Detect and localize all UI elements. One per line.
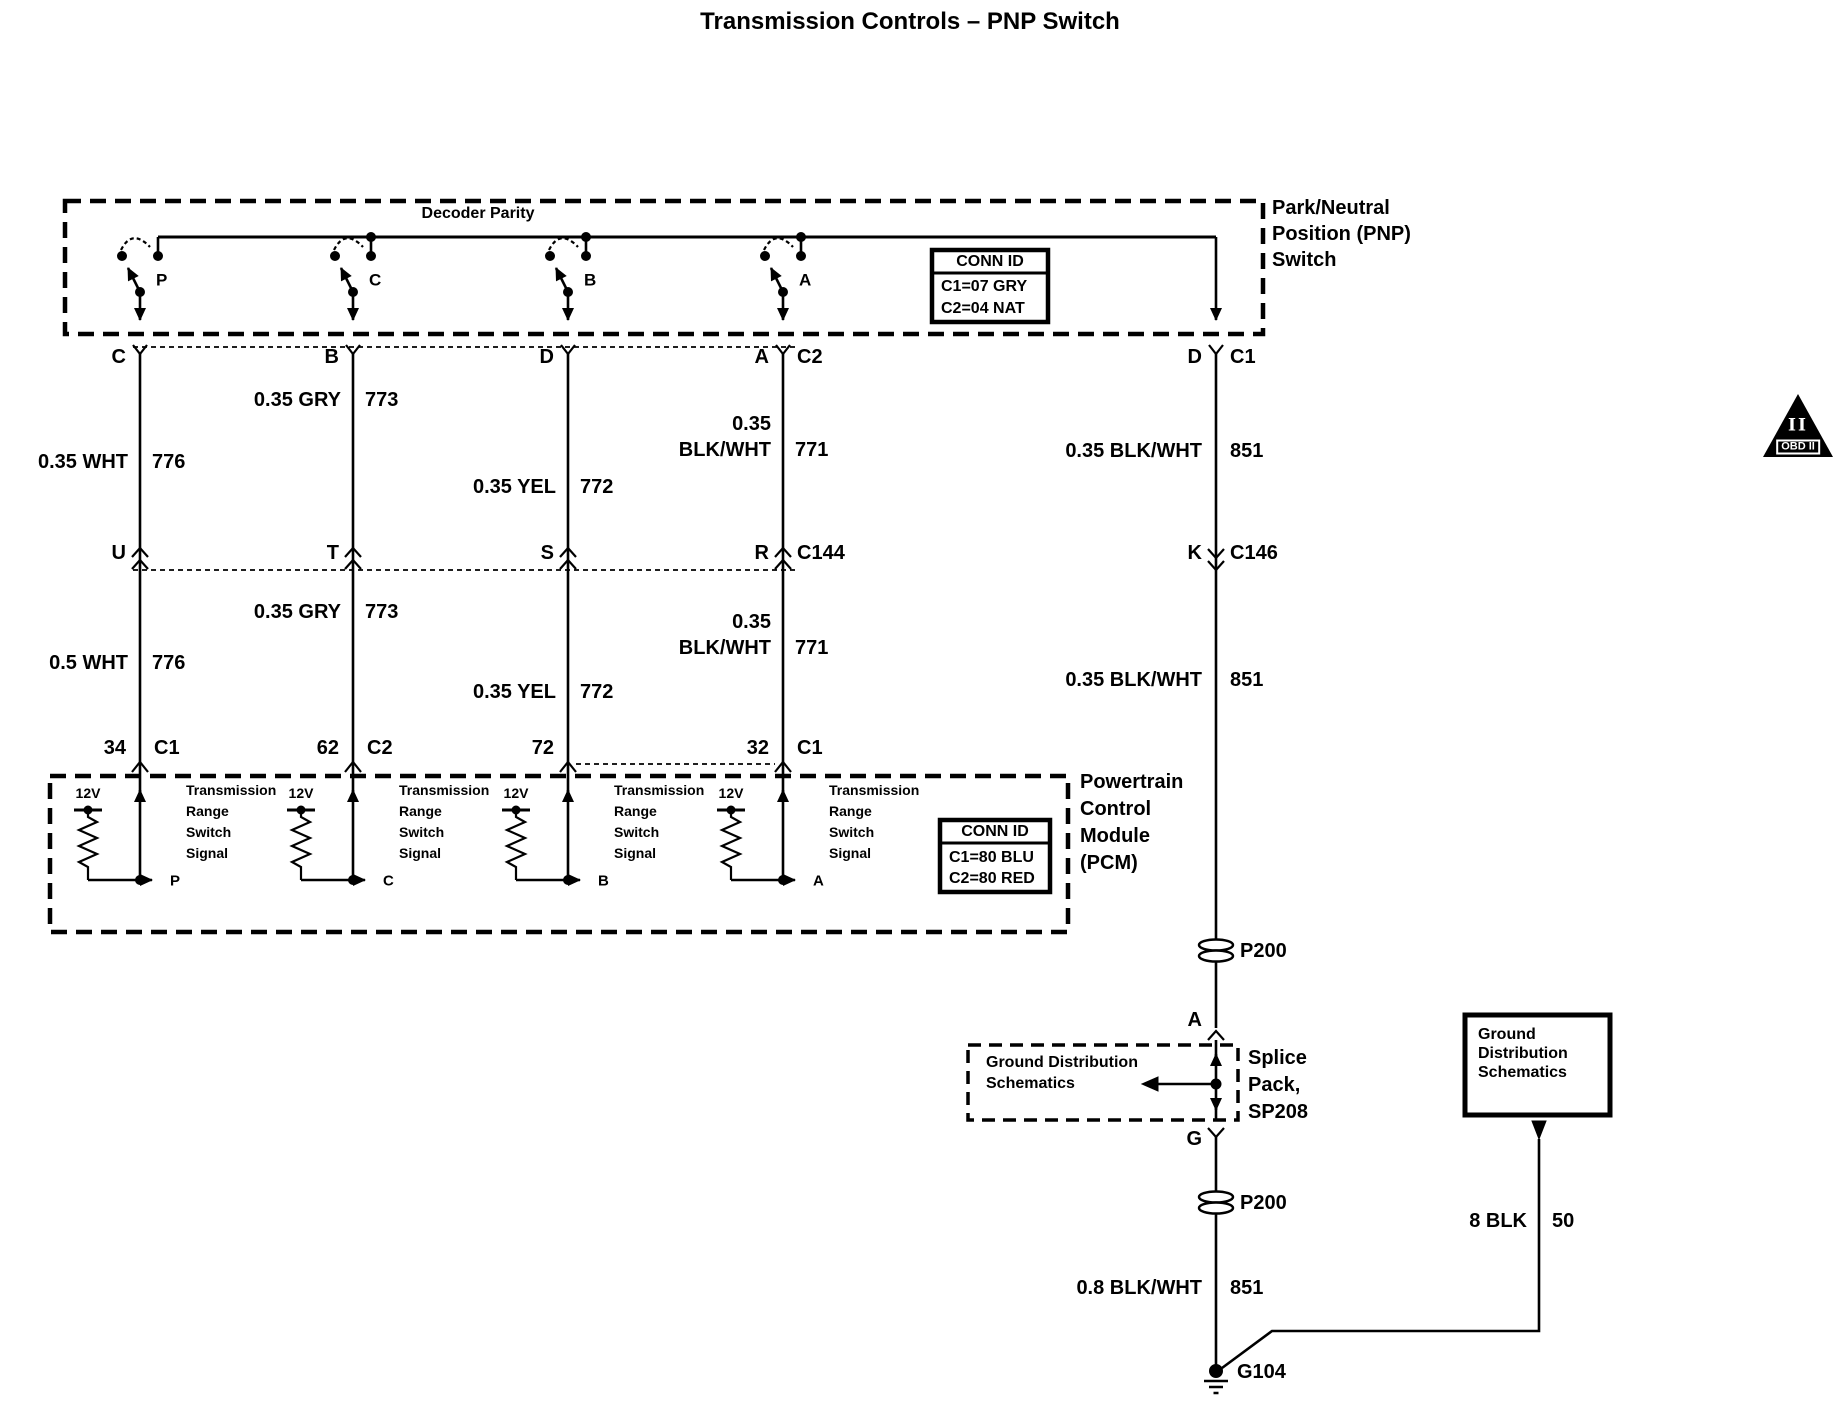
decoder-parity-label: Decoder Parity	[421, 205, 535, 222]
signal-label: Switch	[186, 824, 232, 840]
pin-u: U	[111, 542, 126, 564]
wire-label-circuit: 772	[580, 476, 614, 498]
pnp-connector-row	[133, 345, 1223, 354]
switch-c-label: C	[369, 270, 382, 290]
connector-c2-label: C2	[797, 346, 823, 368]
obd2-label: OBD II	[1776, 440, 1820, 455]
wire-label-circuit: 773	[365, 601, 399, 623]
gds-box-line1: Ground	[1478, 1026, 1536, 1043]
wire-label-circuit: 773	[365, 389, 399, 411]
supply-12v-label: 12V	[503, 785, 529, 801]
pnp-name-line2: Position (PNP)	[1272, 223, 1411, 245]
ground-ref-arrow	[1142, 1077, 1158, 1091]
pnp-right-connector	[1209, 345, 1223, 354]
pcm-pin-row	[132, 762, 791, 772]
pcm-pin-62-conn: C2	[367, 737, 393, 759]
decoder-parity-bus	[158, 233, 1216, 321]
pcm-conn-id-header: CONN ID	[961, 823, 1029, 840]
signal-label: Transmission	[829, 782, 920, 798]
pcm-pin-62: 62	[316, 737, 339, 759]
splice-pin-g-label: G	[1186, 1128, 1202, 1150]
ground-g104-label: G104	[1237, 1361, 1286, 1383]
wire-label-circuit: 50	[1552, 1210, 1575, 1232]
wire-label-circuit: 776	[152, 652, 186, 674]
wire-label-gauge: 0.8 BLK/WHT	[1076, 1277, 1202, 1299]
pcm-pin-72: 72	[531, 737, 554, 759]
splice-pin-a-label: A	[1187, 1009, 1202, 1031]
signal-label: Signal	[614, 845, 657, 861]
c144-connector-row	[132, 548, 797, 570]
wire-label-gauge: 0.5 WHT	[49, 652, 128, 674]
splice-name-line3: SP208	[1248, 1101, 1309, 1123]
grommet-p200-2	[1199, 1192, 1233, 1214]
wire-label-gauge: 0.35 GRY	[253, 389, 341, 411]
pnp-conn-id-row2: C2=04 NAT	[941, 300, 1025, 317]
pcm-conn-id-row2: C2=80 RED	[949, 870, 1035, 887]
wire-label-gauge: 0.35 BLK/WHT	[1065, 440, 1202, 462]
pcm-name-line4: (PCM)	[1080, 852, 1138, 874]
connector-c146-label: C146	[1230, 542, 1278, 564]
splice-pin-g-connector	[1208, 1128, 1224, 1137]
pcm-pin-32-conn: C1	[797, 737, 823, 759]
schematic-continues-arrow	[1532, 1121, 1546, 1139]
ground-ref-line2: Schematics	[986, 1075, 1075, 1092]
obd2-numeral: II	[1788, 415, 1808, 436]
pcm-pin-34: 34	[103, 737, 126, 759]
signal-label: Signal	[829, 845, 872, 861]
grommet-p200-1	[1199, 940, 1233, 962]
wire-label-gauge: 0.35 WHT	[37, 451, 128, 473]
pcm-conn-id-row1: C1=80 BLU	[949, 849, 1034, 866]
wire-label-gauge: 0.35 BLK/WHT	[1065, 669, 1202, 691]
signal-label: Signal	[186, 845, 229, 861]
switch-b-travel-arc	[549, 238, 578, 250]
gds-box-line3: Schematics	[1478, 1064, 1567, 1081]
splice-pin-a-connector	[1208, 1031, 1224, 1040]
wire-label-gauge: BLK/WHT	[678, 637, 771, 659]
pin-k: K	[1187, 542, 1202, 564]
wire-label-circuit: 772	[580, 681, 614, 703]
pcm-pin-34-conn: C1	[154, 737, 180, 759]
wire-label-gauge: 0.35 YEL	[472, 681, 556, 703]
connector-c144-label: C144	[797, 542, 845, 564]
wire-label-gauge: 0.35 GRY	[253, 601, 341, 623]
wire-label-gauge: 0.35	[732, 611, 771, 633]
pcm-name-line2: Control	[1080, 798, 1152, 820]
signal-letter-c: C	[383, 872, 394, 890]
supply-12v-label: 12V	[288, 785, 314, 801]
signal-label: Range	[614, 803, 657, 819]
signal-letter-b: B	[598, 872, 609, 890]
switch-p-label: P	[156, 270, 168, 290]
pcm-pin-32: 32	[746, 737, 769, 759]
ground-g104-symbol	[1204, 1365, 1228, 1394]
wire-label-circuit: 851	[1230, 440, 1264, 462]
signal-label: Transmission	[614, 782, 705, 798]
pnp-switch-box	[65, 201, 1263, 334]
switch-a-label: A	[799, 270, 812, 290]
signal-label: Switch	[399, 824, 445, 840]
pin-d: D	[539, 346, 554, 368]
pin-a: A	[754, 346, 769, 368]
wire-label-circuit: 771	[795, 637, 829, 659]
blk-50-branch	[1222, 1121, 1546, 1368]
pin-t: T	[326, 542, 339, 564]
switch-a-travel-arc	[764, 238, 793, 250]
signal-label: Transmission	[186, 782, 277, 798]
pnp-conn-id-row1: C1=07 GRY	[941, 278, 1028, 295]
signal-label: Range	[829, 803, 872, 819]
supply-12v-label: 12V	[718, 785, 744, 801]
switch-c-travel-arc	[334, 238, 363, 250]
pnp-name-line1: Park/Neutral	[1272, 197, 1390, 219]
splice-name-line2: Pack,	[1248, 1074, 1301, 1096]
wire-label-gauge: BLK/WHT	[678, 439, 771, 461]
switch-p-travel-arc	[121, 238, 150, 250]
wire-label-circuit: 851	[1230, 1277, 1264, 1299]
pcm-name-line1: Powertrain	[1080, 771, 1184, 793]
ground-ref-line1: Ground Distribution	[986, 1054, 1138, 1071]
wire-label-circuit: 771	[795, 439, 829, 461]
signal-label: Signal	[399, 845, 442, 861]
pin-c: C	[111, 346, 126, 368]
signal-label: Switch	[829, 824, 875, 840]
signal-label: Switch	[614, 824, 660, 840]
page-title: Transmission Controls – PNP Switch	[700, 8, 1120, 35]
wire-label-circuit: 851	[1230, 669, 1264, 691]
signal-letter-p: P	[170, 872, 181, 890]
splice-name-line1: Splice	[1248, 1047, 1307, 1069]
grommet-p200-label: P200	[1240, 1192, 1287, 1214]
pin-s: S	[540, 542, 554, 564]
wire-label-circuit: 776	[152, 451, 186, 473]
pin-b: B	[324, 346, 339, 368]
signal-label: Transmission	[399, 782, 490, 798]
wire-label-gauge: 8 BLK	[1469, 1210, 1527, 1232]
connector-c1-label: C1	[1230, 346, 1256, 368]
signal-letter-a: A	[813, 872, 824, 890]
supply-12v-label: 12V	[75, 785, 101, 801]
pnp-conn-id-header: CONN ID	[956, 253, 1024, 270]
pnp-name-line3: Switch	[1272, 249, 1337, 271]
gds-box-line2: Distribution	[1478, 1045, 1568, 1062]
signal-label: Range	[399, 803, 442, 819]
wire-label-gauge: 0.35	[732, 413, 771, 435]
grommet-p200-label: P200	[1240, 940, 1287, 962]
pin-r: R	[754, 542, 769, 564]
signal-label: Range	[186, 803, 229, 819]
pin-d-right: D	[1187, 346, 1202, 368]
switch-b-label: B	[584, 270, 597, 290]
pcm-name-line3: Module	[1080, 825, 1150, 847]
wire-label-gauge: 0.35 YEL	[472, 476, 556, 498]
